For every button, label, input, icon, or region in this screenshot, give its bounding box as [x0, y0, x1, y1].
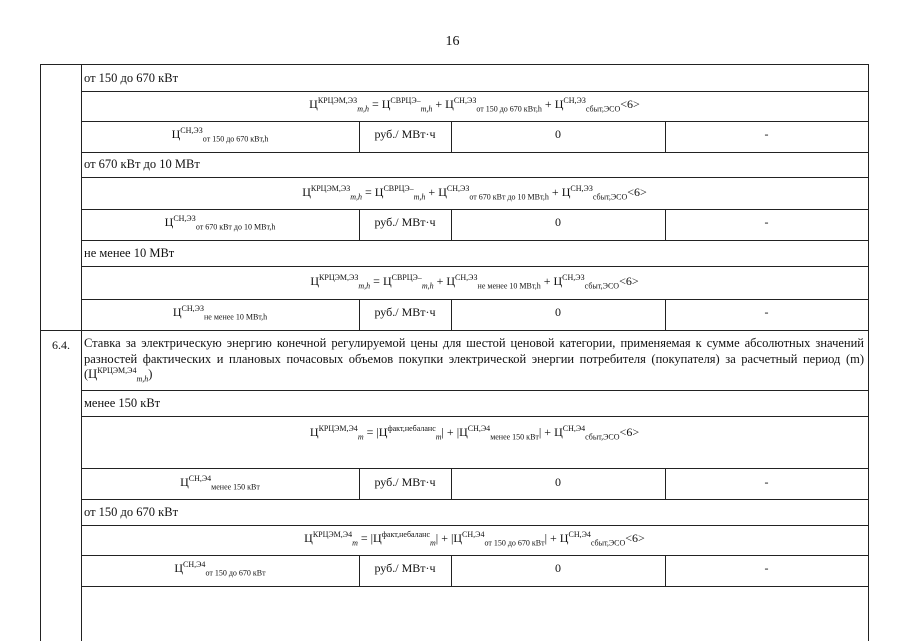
unit-cell: руб./ МВт·ч — [374, 215, 436, 229]
range-label: не менее 10 МВт — [84, 246, 175, 260]
formula: $Ц^{КРЦЭМ,Э4}_m = |Ц^{факт,небаланс}_m| + |Ц^{СН,Э4}_{от 150 до 670 кВт}| + Ц^{СН,Э4}_{сбыт,ЭСО}<6>$ — [304, 530, 645, 548]
tariff-table — [40, 64, 869, 641]
tariff-symbol: $Ц^{СН,Э4}_{менее 150 кВт}$ — [180, 474, 260, 492]
tariff-symbol: $Ц^{СН,ЭЗ}_{не менее 10 МВт,h}$ — [172, 304, 268, 322]
formula: $Ц^{КРЦЭМ,ЭЗ}_{m,h} = Ц^{СВРЦЭ-}_{m,h} + Ц^{СН,ЭЗ}_{от 150 до 670 кВт,h} + Ц^{СН,ЭЗ}_{сбыт,ЭСО}<6>$ — [309, 96, 640, 114]
tariff-symbol: $Ц^{СН,Э4}_{от 150 до 670 кВт}$ — [174, 560, 266, 578]
divider — [81, 240, 868, 241]
unit-cell: руб./ МВт·ч — [374, 305, 436, 319]
divider — [81, 555, 868, 556]
range-label: от 150 до 670 кВт — [84, 71, 179, 85]
value-cell: 0 — [555, 305, 561, 319]
range-label: от 670 кВт до 10 МВт — [84, 157, 200, 171]
divider — [81, 525, 868, 526]
range-label: менее 150 кВт — [84, 396, 161, 410]
tariff-symbol: $Ц^{СН,ЭЗ}_{от 150 до 670 кВт,h}$ — [171, 126, 269, 144]
extra-cell: - — [764, 305, 769, 319]
divider — [81, 152, 868, 153]
value-cell: 0 — [555, 561, 561, 575]
section-description: Ставка за электрическую энергию конечной регулируемой цены для шестой ценовой категории, применяемая к сумме абсолютных значений разностей фактических и плановых почасовых объемов покупки электрической энергии потребителя (покупателя) за расчетный период (m) $(Ц^{КРЦЭМ,Э4}_{m,h})$ — [84, 336, 864, 384]
divider — [81, 266, 868, 267]
unit-cell: руб./ МВт·ч — [374, 475, 436, 489]
range-label: от 150 до 670 кВт — [84, 505, 179, 519]
extra-cell: - — [764, 561, 769, 575]
divider — [81, 499, 868, 500]
divider — [41, 330, 868, 331]
section-number: 6.4. — [52, 338, 70, 352]
divider — [81, 209, 868, 210]
divider — [81, 416, 868, 417]
page-number: 16 — [445, 34, 460, 49]
number-column — [41, 65, 82, 641]
divider — [81, 121, 868, 122]
divider — [81, 177, 868, 178]
divider — [81, 91, 868, 92]
extra-cell: - — [764, 127, 769, 141]
value-cell: 0 — [555, 127, 561, 141]
divider — [81, 390, 868, 391]
formula: $Ц^{КРЦЭМ,ЭЗ}_{m,h} = Ц^{СВРЦЭ-}_{m,h} + Ц^{СН,ЭЗ}_{не менее 10 МВт,h} + Ц^{СН,ЭЗ}_{сбыт,ЭСО}<6>$ — [310, 273, 639, 291]
unit-cell: руб./ МВт·ч — [374, 127, 436, 141]
tariff-symbol: $Ц^{СН,ЭЗ}_{от 670 кВт до 10 МВт,h}$ — [164, 214, 276, 232]
divider — [81, 468, 868, 469]
divider — [81, 586, 868, 587]
unit-cell: руб./ МВт·ч — [374, 561, 436, 575]
formula: $Ц^{КРЦЭМ,Э4}_m = |Ц^{факт,небаланс}_m| + |Ц^{СН,Э4}_{менее 150 кВт}| + Ц^{СН,Э4}_{сбыт,ЭСО}<6>$ — [309, 424, 640, 442]
value-cell: 0 — [555, 215, 561, 229]
extra-cell: - — [764, 475, 769, 489]
value-cell: 0 — [555, 475, 561, 489]
extra-cell: - — [764, 215, 769, 229]
divider — [81, 299, 868, 300]
formula: $Ц^{КРЦЭМ,ЭЗ}_{m,h} = Ц^{СВРЦЭ-}_{m,h} + Ц^{СН,ЭЗ}_{от 670 кВт до 10 МВт,h} + Ц^{СН,ЭЗ}_{сбыт,ЭСО}<6>$ — [302, 184, 647, 202]
